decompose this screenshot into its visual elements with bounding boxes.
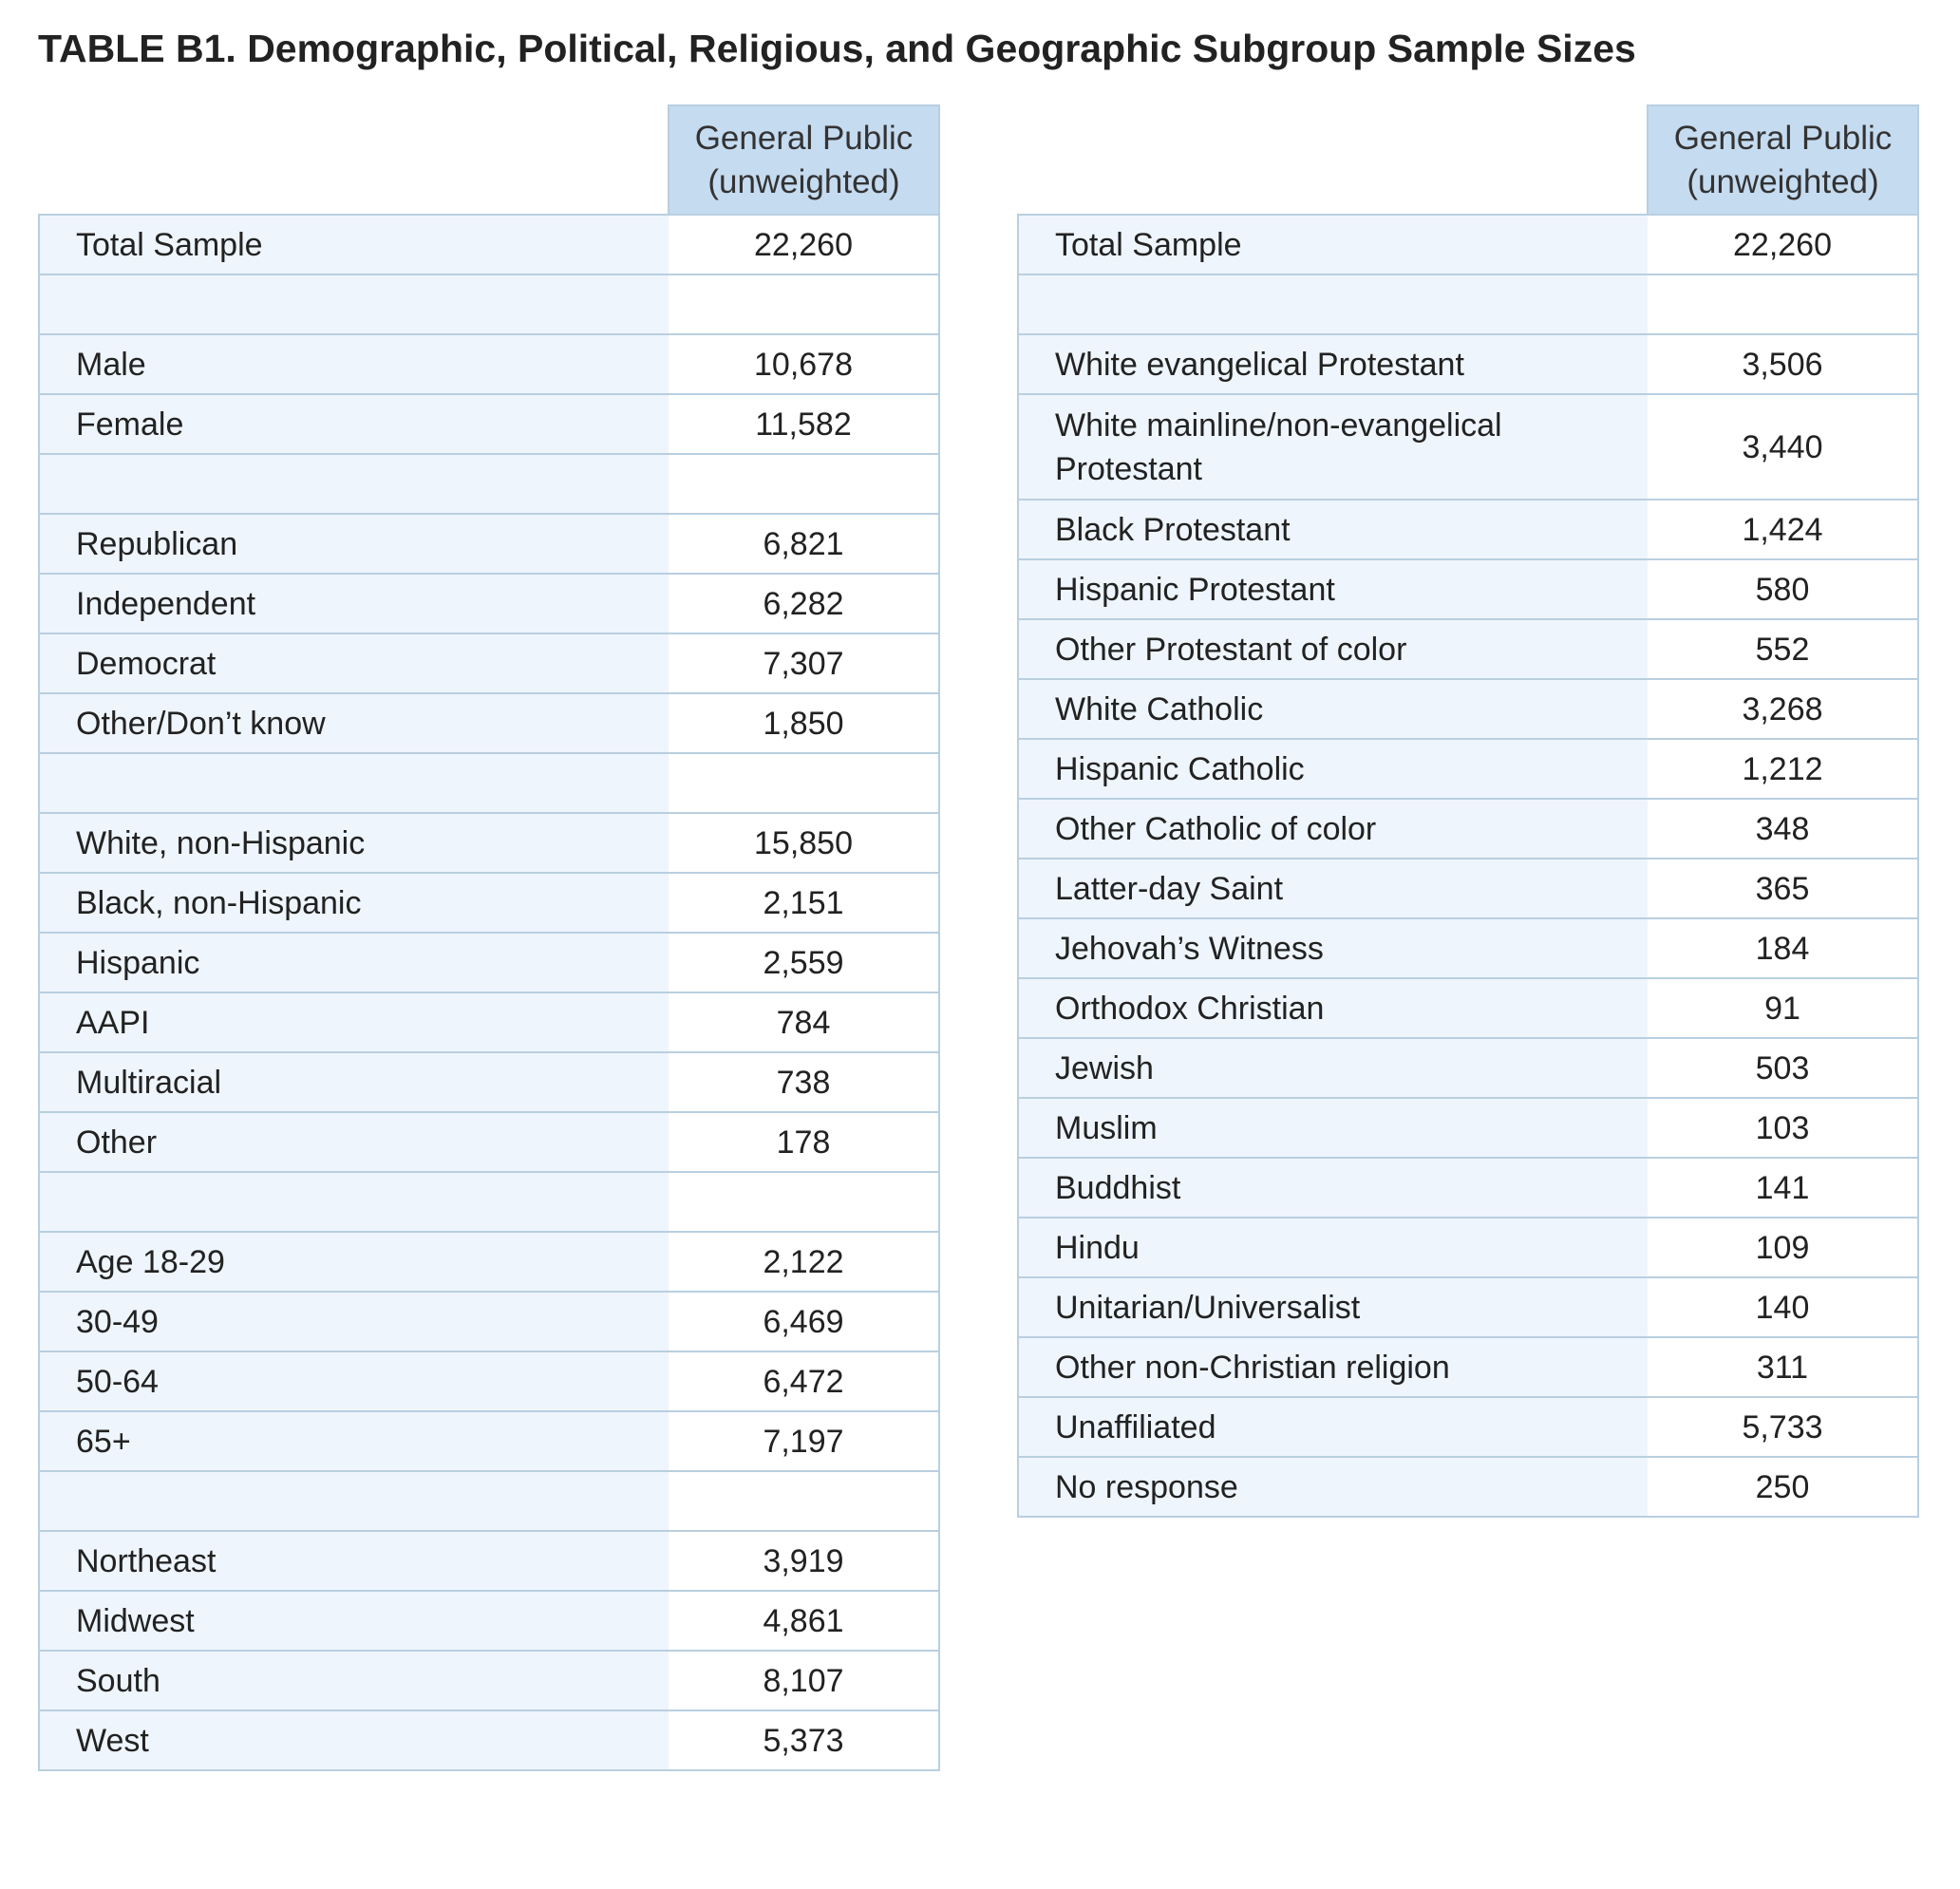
- table-row: [1018, 559, 1918, 619]
- table-row: [1018, 1277, 1918, 1337]
- row-label: White Catholic: [1018, 679, 1648, 739]
- row-value: 10,678: [669, 334, 939, 394]
- row-value: 738: [669, 1052, 939, 1112]
- table-row: [1018, 978, 1918, 1038]
- row-value: 348: [1648, 799, 1918, 859]
- row-label: [1018, 274, 1648, 334]
- row-label: Hispanic Catholic: [1018, 739, 1648, 799]
- table-row: [39, 1651, 939, 1710]
- row-label: Jehovah’s Witness: [1018, 918, 1648, 978]
- row-label: Other non-Christian religion: [1018, 1337, 1648, 1397]
- table-row: [1018, 334, 1918, 394]
- table-row: [39, 1112, 939, 1172]
- row-value: 3,919: [669, 1531, 939, 1591]
- table-row: [1018, 1158, 1918, 1218]
- table-row: [1018, 619, 1918, 679]
- left-table-body: [39, 215, 939, 1770]
- table-row: [1018, 918, 1918, 978]
- table-row: [1018, 859, 1918, 918]
- row-value: 6,472: [669, 1351, 939, 1411]
- row-label: [39, 274, 669, 334]
- row-label: Muslim: [1018, 1098, 1648, 1158]
- table-row: [39, 693, 939, 753]
- row-label: Multiracial: [39, 1052, 669, 1112]
- table-row: [39, 274, 939, 334]
- table-row: [39, 813, 939, 873]
- table-row: [1018, 1337, 1918, 1397]
- row-label: Total Sample: [1018, 215, 1648, 274]
- row-label: [39, 454, 669, 514]
- row-label: Democrat: [39, 633, 669, 693]
- table-row: [1018, 500, 1918, 559]
- table-row: [39, 873, 939, 933]
- row-value: [669, 753, 939, 813]
- table-row: [1018, 394, 1918, 500]
- row-label: White mainline/non-evangelical Protestant: [1018, 394, 1648, 500]
- table-row: [1018, 1038, 1918, 1098]
- row-value: 141: [1648, 1158, 1918, 1218]
- row-value: 5,373: [669, 1710, 939, 1770]
- table-row: [1018, 1098, 1918, 1158]
- row-label: South: [39, 1651, 669, 1710]
- left-table: [38, 104, 940, 1771]
- row-value: 8,107: [669, 1651, 939, 1710]
- label-column-header: [39, 105, 669, 215]
- row-value: 11,582: [669, 394, 939, 454]
- row-label: Orthodox Christian: [1018, 978, 1648, 1038]
- row-label: Unaffiliated: [1018, 1397, 1648, 1457]
- row-value: 5,733: [1648, 1397, 1918, 1457]
- table-row: [1018, 799, 1918, 859]
- table-row: [39, 633, 939, 693]
- row-label: Total Sample: [39, 215, 669, 274]
- row-label: Hispanic Protestant: [1018, 559, 1648, 619]
- row-value: [669, 1172, 939, 1232]
- column-header: General Public (unweighted): [669, 105, 939, 215]
- row-value: 3,506: [1648, 334, 1918, 394]
- table-title: TABLE B1. Demographic, Political, Religious, and Geographic Subgroup Sample Sizes: [38, 27, 1636, 70]
- row-value: [1648, 274, 1918, 334]
- right-table: [1017, 104, 1919, 1518]
- table-row: [39, 454, 939, 514]
- row-value: 2,122: [669, 1232, 939, 1292]
- row-label: Other Catholic of color: [1018, 799, 1648, 859]
- row-label: 30-49: [39, 1292, 669, 1351]
- row-label: Hispanic: [39, 933, 669, 992]
- row-label: 65+: [39, 1411, 669, 1471]
- row-value: 91: [1648, 978, 1918, 1038]
- table-row: [39, 1292, 939, 1351]
- table-row: [1018, 1218, 1918, 1277]
- row-value: 15,850: [669, 813, 939, 873]
- row-value: 22,260: [669, 215, 939, 274]
- row-value: 7,197: [669, 1411, 939, 1471]
- row-value: 365: [1648, 859, 1918, 918]
- row-label: Midwest: [39, 1591, 669, 1651]
- row-value: 103: [1648, 1098, 1918, 1158]
- row-label: 50-64: [39, 1351, 669, 1411]
- row-label: Black Protestant: [1018, 500, 1648, 559]
- table-row: [39, 574, 939, 633]
- table-row: [39, 992, 939, 1052]
- table-row: [39, 1351, 939, 1411]
- row-value: 6,469: [669, 1292, 939, 1351]
- row-label: Buddhist: [1018, 1158, 1648, 1218]
- row-label: Age 18-29: [39, 1232, 669, 1292]
- table-row: [39, 514, 939, 574]
- row-value: 1,850: [669, 693, 939, 753]
- row-value: 311: [1648, 1337, 1918, 1397]
- row-value: 503: [1648, 1038, 1918, 1098]
- row-label: White evangelical Protestant: [1018, 334, 1648, 394]
- row-value: 140: [1648, 1277, 1918, 1337]
- table-row: [39, 1591, 939, 1651]
- row-value: 580: [1648, 559, 1918, 619]
- row-value: 184: [1648, 918, 1918, 978]
- column-header: General Public (unweighted): [1648, 105, 1918, 215]
- table-row: [39, 1531, 939, 1591]
- row-label: Other: [39, 1112, 669, 1172]
- table-row: [1018, 1397, 1918, 1457]
- table-row: [39, 215, 939, 274]
- row-value: 2,151: [669, 873, 939, 933]
- row-value: [669, 454, 939, 514]
- row-label: Female: [39, 394, 669, 454]
- row-value: [669, 274, 939, 334]
- table-row: [39, 933, 939, 992]
- label-column-header: [1018, 105, 1648, 215]
- table-row: [1018, 679, 1918, 739]
- row-value: 4,861: [669, 1591, 939, 1651]
- row-value: 1,424: [1648, 500, 1918, 559]
- table-row: [39, 1710, 939, 1770]
- row-value: 178: [669, 1112, 939, 1172]
- row-label: Republican: [39, 514, 669, 574]
- table-row: [39, 753, 939, 813]
- row-label: Other Protestant of color: [1018, 619, 1648, 679]
- row-label: [39, 753, 669, 813]
- row-value: 6,821: [669, 514, 939, 574]
- table-row: [39, 394, 939, 454]
- table-row: [39, 1052, 939, 1112]
- row-label: White, non-Hispanic: [39, 813, 669, 873]
- row-value: 1,212: [1648, 739, 1918, 799]
- row-value: 3,268: [1648, 679, 1918, 739]
- row-value: 250: [1648, 1457, 1918, 1517]
- row-label: Male: [39, 334, 669, 394]
- row-label: Northeast: [39, 1531, 669, 1591]
- row-label: Black, non-Hispanic: [39, 873, 669, 933]
- row-label: Other/Don’t know: [39, 693, 669, 753]
- row-label: West: [39, 1710, 669, 1770]
- table-row: [1018, 1457, 1918, 1517]
- row-value: [669, 1471, 939, 1531]
- row-value: 6,282: [669, 574, 939, 633]
- table-row: [39, 334, 939, 394]
- row-value: 2,559: [669, 933, 939, 992]
- row-label: AAPI: [39, 992, 669, 1052]
- table-row: [39, 1411, 939, 1471]
- table-row: [39, 1471, 939, 1531]
- right-table-body: [1018, 215, 1918, 1517]
- row-label: Latter-day Saint: [1018, 859, 1648, 918]
- row-label: Jewish: [1018, 1038, 1648, 1098]
- row-label: No response: [1018, 1457, 1648, 1517]
- row-label: [39, 1172, 669, 1232]
- table-row: [1018, 274, 1918, 334]
- row-value: 22,260: [1648, 215, 1918, 274]
- row-label: Independent: [39, 574, 669, 633]
- row-value: 3,440: [1648, 394, 1918, 500]
- row-label: Hindu: [1018, 1218, 1648, 1277]
- table-row: [1018, 739, 1918, 799]
- table-row: [39, 1172, 939, 1232]
- table-row: [1018, 215, 1918, 274]
- row-label: Unitarian/Universalist: [1018, 1277, 1648, 1337]
- table-row: [39, 1232, 939, 1292]
- row-value: 552: [1648, 619, 1918, 679]
- row-value: 784: [669, 992, 939, 1052]
- row-value: 109: [1648, 1218, 1918, 1277]
- row-value: 7,307: [669, 633, 939, 693]
- row-label: [39, 1471, 669, 1531]
